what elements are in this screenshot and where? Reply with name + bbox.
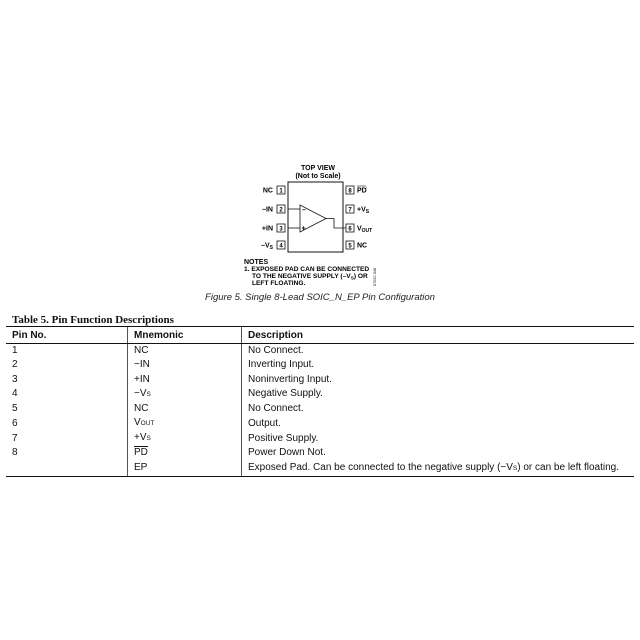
- mnemonic-subscript: OUT: [140, 420, 155, 428]
- pin-number: 2: [12, 359, 18, 371]
- pin-2-number: 2: [279, 207, 283, 214]
- not-to-scale-label: (Not to Scale): [295, 173, 341, 180]
- pin-number: 6: [12, 417, 18, 429]
- figure-code: 07037-046: [373, 267, 377, 286]
- description: Power Down Not.: [242, 446, 635, 460]
- table-row: [6, 344, 634, 359]
- pin-number: 1: [12, 345, 18, 357]
- top-view-label: TOP VIEW: [301, 165, 335, 172]
- right-pins: [346, 186, 372, 250]
- mnemonic-text: V: [134, 417, 141, 429]
- mnemonic: [128, 431, 242, 446]
- mnemonic-subscript: S: [146, 435, 151, 443]
- pin-8-number: 8: [348, 188, 352, 195]
- note-line-1: 1. EXPOSED PAD CAN BE CONNECTED: [244, 266, 370, 273]
- mnemonic: [128, 446, 242, 460]
- pin-2-label: –IN: [262, 206, 273, 214]
- description: Output.: [242, 416, 635, 431]
- opamp-minus-sign: –: [302, 207, 306, 214]
- pin-1-number: 1: [279, 188, 283, 195]
- notes-title: NOTES: [244, 259, 269, 266]
- mnemonic: [128, 416, 242, 431]
- table-row: [6, 373, 634, 387]
- pin-function-table: [6, 326, 634, 477]
- pin-6-label: $V_{OUT}$: [357, 225, 373, 234]
- table-title: Table 5. Pin Function Descriptions: [12, 314, 174, 326]
- mnemonic-subscript: S: [146, 390, 151, 398]
- pin-5-label: NC: [357, 242, 368, 250]
- pin-number: 4: [12, 388, 18, 400]
- mnemonic: [128, 387, 242, 402]
- pin-8-label: PD: [357, 187, 367, 195]
- mnemonic: EP: [128, 460, 242, 477]
- mnemonic: +IN: [128, 373, 242, 387]
- mnemonic-text: $\overline{PD}$: [134, 447, 148, 459]
- table-row: [6, 416, 634, 431]
- table-row: [6, 387, 634, 402]
- pin-4-number: 4: [279, 243, 283, 250]
- note-line-3: LEFT FLOATING.: [252, 280, 306, 287]
- description: [242, 460, 635, 477]
- pin-4-label: $-V_S$: [261, 242, 273, 251]
- pin-3-number: 3: [279, 226, 283, 233]
- note-line-2: TO THE NEGATIVE SUPPLY $(-V_S)$ OR: [252, 273, 368, 282]
- header-mnemonic: Mnemonic: [128, 327, 242, 344]
- left-pins: [261, 186, 285, 251]
- header-description: Description: [242, 327, 635, 344]
- pin-configuration-diagram: [230, 160, 410, 295]
- pin-number: 3: [12, 373, 18, 385]
- opamp-plus-sign: +: [301, 225, 306, 233]
- table-row: [6, 446, 634, 460]
- mnemonic: NC: [128, 344, 242, 359]
- description-tail: ) or can be left floating.: [517, 461, 619, 473]
- table-header-row: [6, 327, 634, 344]
- header-pin-no: Pin No.: [6, 327, 128, 344]
- table-row: [6, 358, 634, 372]
- mnemonic: NC: [128, 402, 242, 416]
- description: Noninverting Input.: [242, 373, 635, 387]
- pin-3-label: +IN: [261, 225, 273, 233]
- table-row: [6, 460, 634, 477]
- description: No Connect.: [242, 344, 635, 359]
- pin-7-number: 7: [348, 207, 352, 214]
- description: Negative Supply.: [242, 387, 635, 402]
- pin-7-label: $+V_S$: [357, 206, 370, 215]
- pin-number: [6, 460, 128, 477]
- figure-caption: Figure 5. Single 8-Lead SOIC_N_EP Pin Configuration: [205, 292, 435, 303]
- description: Inverting Input.: [242, 358, 635, 372]
- pin-5-number: 5: [348, 243, 352, 250]
- mnemonic-text: +V: [134, 432, 147, 444]
- table-row: [6, 431, 634, 446]
- mnemonic: −IN: [128, 358, 242, 372]
- pin-1-label: NC: [262, 187, 273, 195]
- pin-number: 7: [12, 432, 18, 444]
- description: No Connect.: [242, 402, 635, 416]
- description: Positive Supply.: [242, 431, 635, 446]
- mnemonic-text: −V: [134, 387, 147, 399]
- pin-number: 5: [12, 403, 18, 415]
- pin-number: 8: [12, 447, 18, 459]
- description-subscript: S: [512, 464, 518, 472]
- description-text: Exposed Pad. Can be connected to the negative supply (−V: [248, 461, 513, 473]
- table-row: [6, 402, 634, 416]
- pin-6-number: 6: [348, 226, 352, 233]
